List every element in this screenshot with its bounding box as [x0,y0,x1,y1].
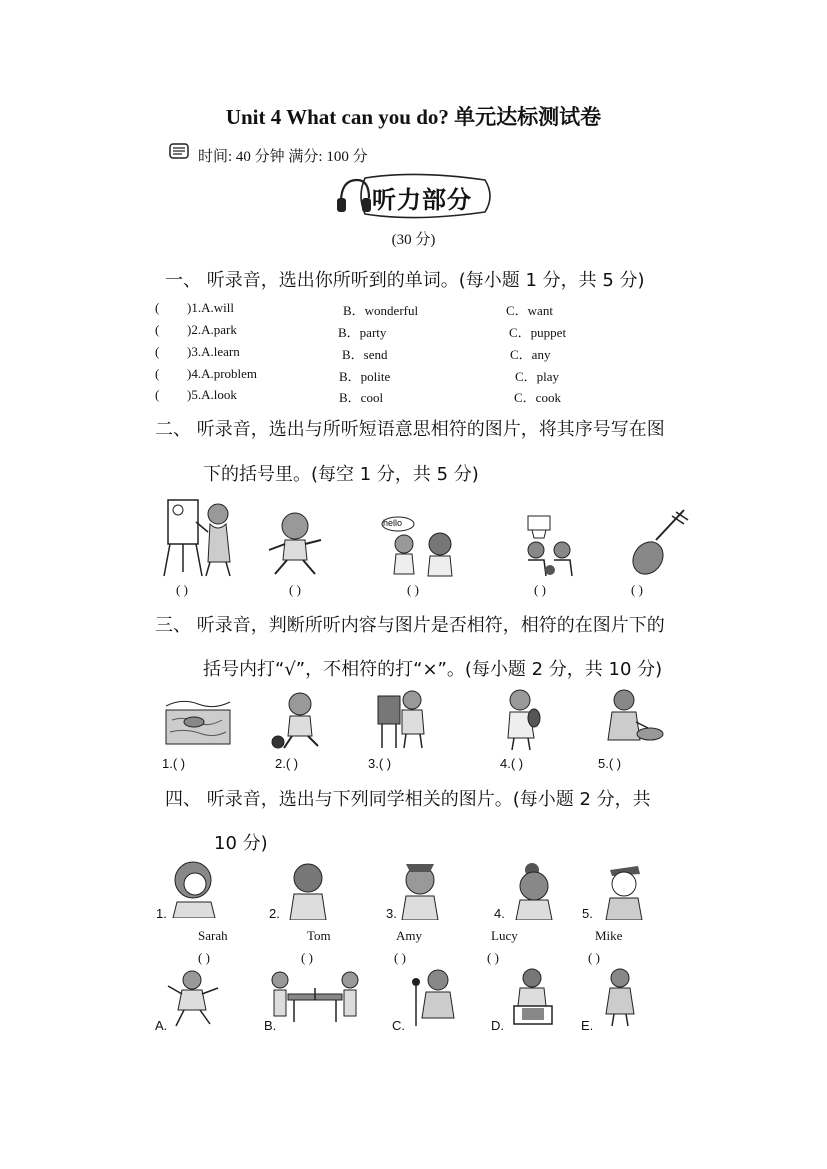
option-label: C. [392,1018,405,1033]
question-row: ( [155,322,160,337]
reading-picture [376,688,428,750]
option-a: )1.A.will [187,300,234,315]
picture-caption: 2.( ) [275,756,299,771]
student-name: Lucy [491,928,518,943]
answer-blank[interactable]: ( ) [407,582,419,597]
section3-heading-cont: 括号内打“√”，不相符的打“×”。(每小题 2 分，共 10 分) [203,659,663,680]
section4-heading-cont: 10 分) [214,833,268,854]
option-a: )2.A.park [187,322,237,337]
cooking-picture [600,688,664,750]
singing-picture [408,966,458,1028]
picture-caption: 1.( ) [162,756,186,771]
time-score-info: 时间: 40 分钟 满分: 100 分 [198,149,368,165]
option-b: B．cool [339,390,384,405]
answer-blank[interactable]: ( ) [198,950,210,965]
answer-blank[interactable]: ( ) [289,582,301,597]
ping-pong-picture [270,966,360,1028]
painting-picture [160,492,240,578]
picture-caption: 5.( ) [598,756,622,771]
question-row: ( [155,387,160,402]
question-row: ( [155,344,160,359]
swimming-picture [162,690,234,748]
answer-blank[interactable]: ( ) [487,950,499,965]
answer-blank[interactable]: ( ) [588,950,600,965]
clock-icon [168,142,190,160]
student-portrait [508,860,560,920]
dancing-picture [166,968,224,1028]
question-row: ( [155,300,160,315]
basketball-picture [518,512,584,578]
option-b: B．send [342,347,388,362]
football-picture [270,690,332,750]
option-a: )5.A.look [187,387,237,402]
student-portrait [396,860,446,920]
pipa-picture [628,506,690,578]
option-b: B．polite [339,369,391,384]
option-label: B. [264,1018,277,1033]
student-portrait [598,860,652,920]
student-name: Sarah [198,928,228,943]
section1-heading: 一、 听录音，选出你所听到的单词。(每小题 1 分，共 5 分) [165,270,645,291]
answer-blank[interactable]: ( ) [534,582,546,597]
student-number: 5. [582,906,593,921]
kungfu-picture [265,510,327,578]
student-portrait [165,858,227,918]
computer-picture [510,966,556,1028]
student-number: 2. [269,906,280,921]
option-c: C．cook [514,390,561,405]
option-c: C．play [515,369,560,384]
girl-picture [600,966,640,1028]
student-name: Mike [595,928,623,943]
option-c: C．puppet [509,325,567,340]
option-c: C．want [506,303,553,318]
answer-blank[interactable]: ( ) [394,950,406,965]
student-number: 1. [156,906,167,921]
page-title: Unit 4 What can you do? 单元达标测试卷 [225,105,602,129]
badge-label: 听力部分 [372,186,472,214]
section2-heading-cont: 下的括号里。(每空 1 分，共 5 分) [203,464,479,485]
speech-bubble-text: hello [383,518,403,528]
option-label: D. [491,1018,504,1033]
student-portrait [284,860,334,920]
option-b: B．party [338,325,387,340]
answer-blank[interactable]: ( ) [176,582,188,597]
option-a: )4.A.problem [187,366,258,381]
option-label: E. [581,1018,594,1033]
section2-heading: 二、 听录音，选出与所听短语意思相符的图片，将其序号写在图 [155,419,665,440]
student-name: Tom [307,928,331,943]
student-number: 3. [386,906,397,921]
section4-heading: 四、 听录音，选出与下列同学相关的图片。(每小题 2 分，共 [165,789,651,810]
option-b: B．wonderful [343,303,419,318]
question-row: ( [155,366,160,381]
student-name: Amy [396,928,422,943]
option-label: A. [155,1018,168,1033]
student-number: 4. [494,906,505,921]
picture-caption: 3.( ) [368,756,392,771]
section-score: (30 分) [391,232,436,248]
section3-heading: 三、 听录音，判断所听内容与图片是否相符，相符的在图片下的 [155,615,665,636]
option-c: C．any [510,347,551,362]
picture-caption: 4.( ) [500,756,524,771]
violin-picture [500,688,550,750]
option-a: )3.A.learn [187,344,240,359]
answer-blank[interactable]: ( ) [631,582,643,597]
answer-blank[interactable]: ( ) [301,950,313,965]
